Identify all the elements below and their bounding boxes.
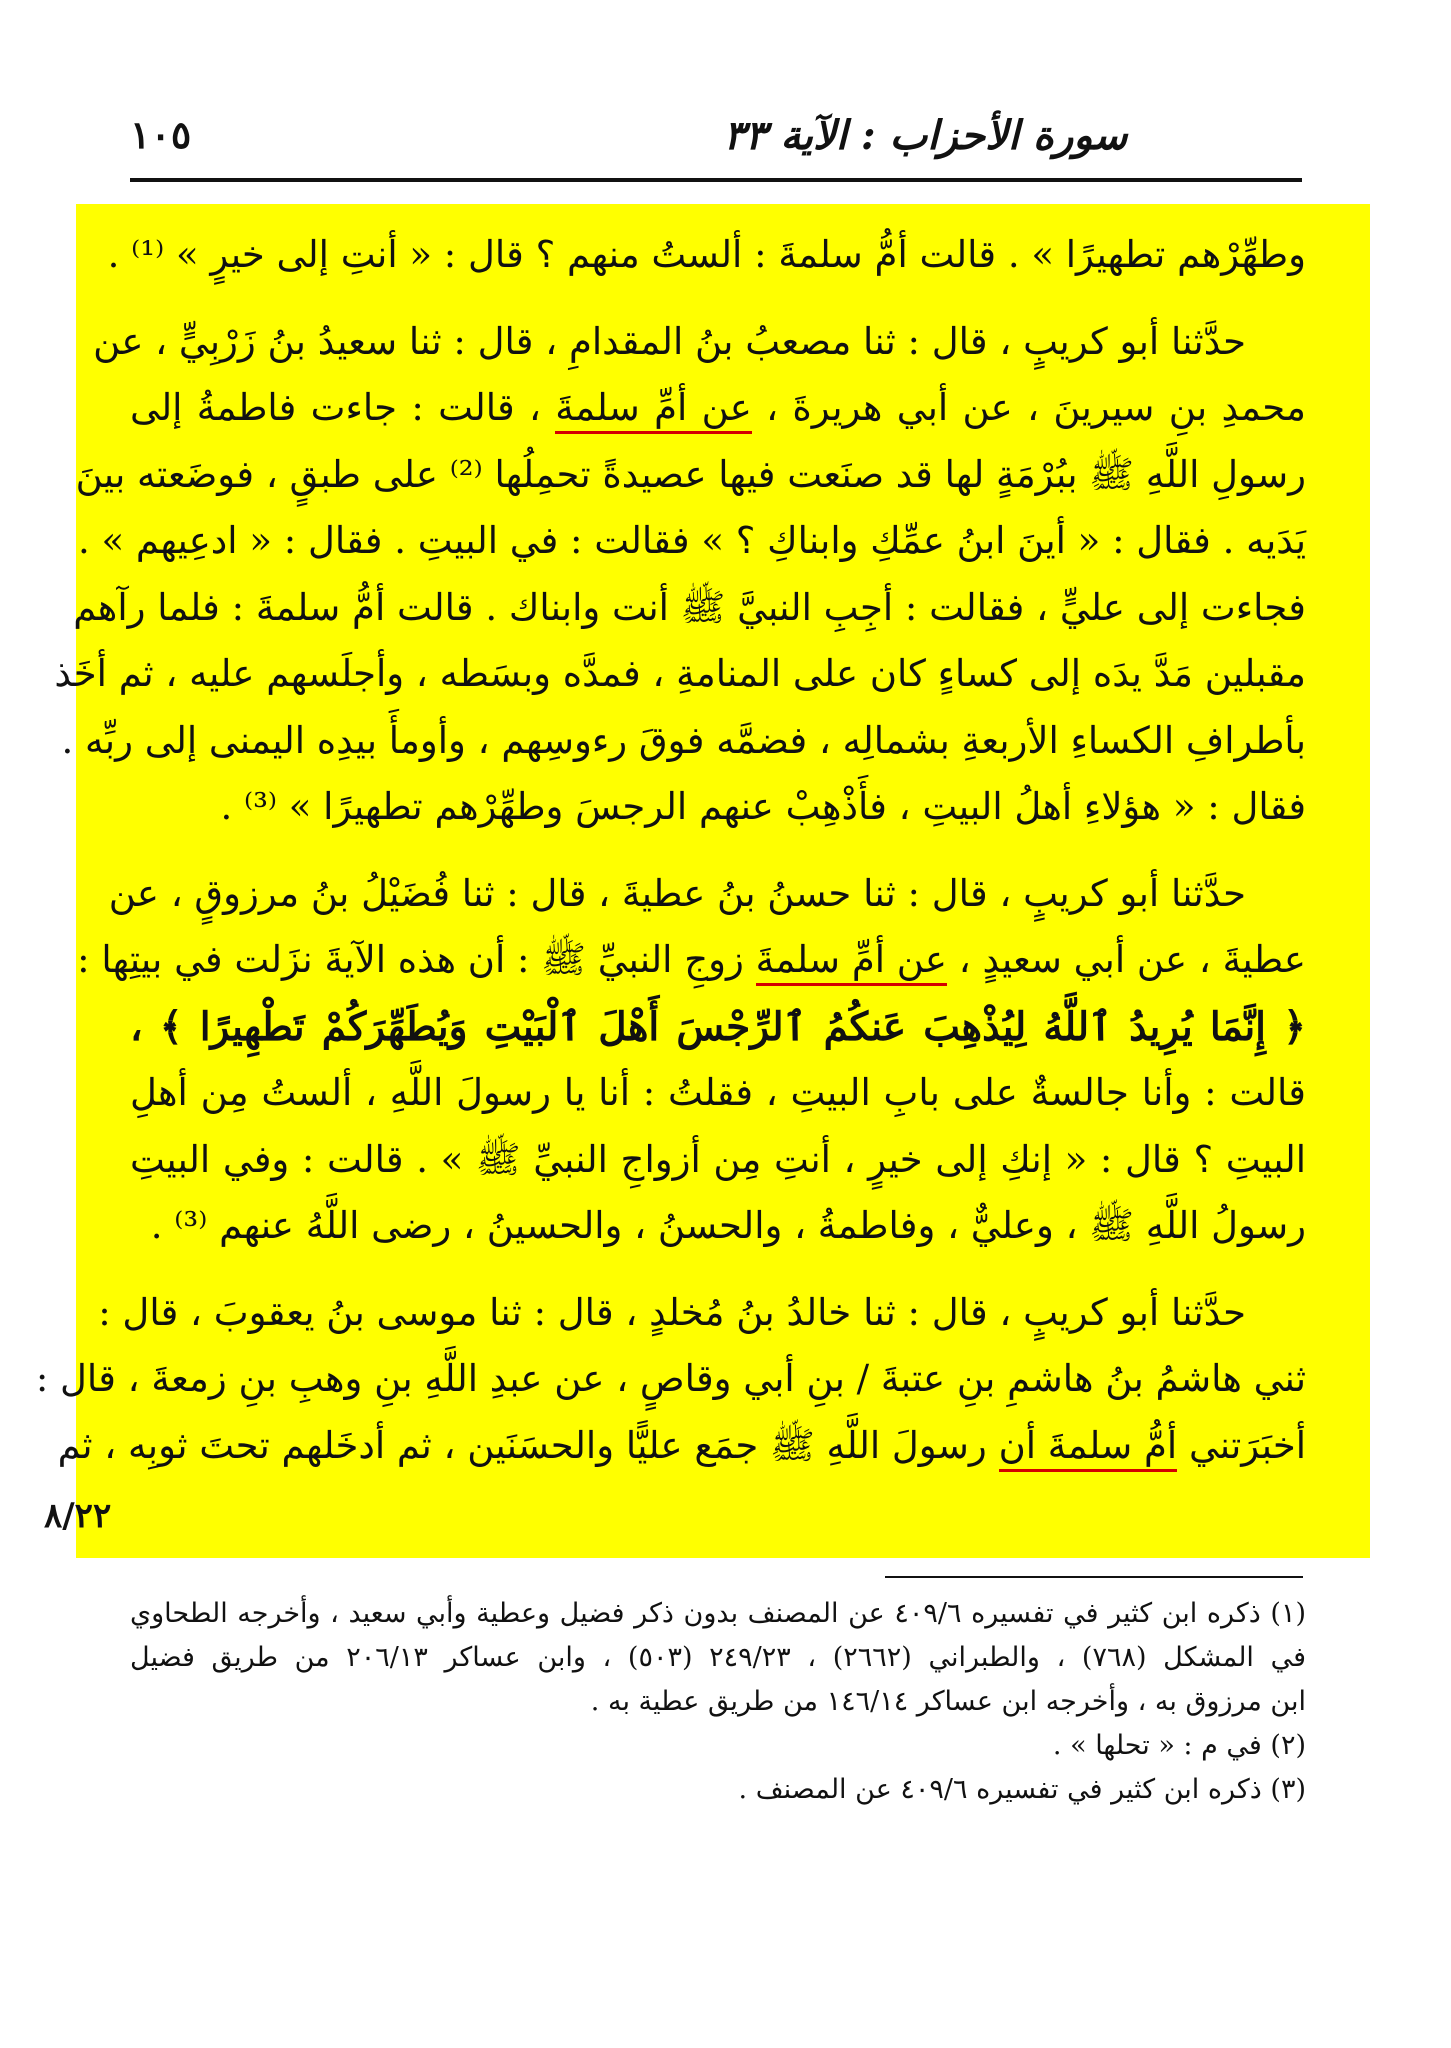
text-line: رسولُ اللَّهِ ﷺ ، وعليٌّ ، وفاطمةُ ، والحسنُ ، والحسينُ ، رضى اللَّهُ عنهم ⁽³⁾ . <box>150 1204 1306 1247</box>
text-line: فقال : « هؤلاءِ أهلُ البيتِ ، فأَذْهِبْ عنهم الرجسَ وطهِّرْهم تطهيرًا » ⁽³⁾ . <box>220 785 1306 828</box>
page-number: ١٠٥ <box>130 112 192 157</box>
margin-volume-page-note: ٨/٢٢ <box>44 1496 112 1536</box>
footnote-line: ابن مرزوق به ، وأخرجه ابن عساكر ١٤٦/١٤ من طريق عطية به . <box>590 1686 1306 1717</box>
quran-verse-line: ﴿ إِنَّمَا يُرِيدُ ٱللَّهُ لِيُذْهِبَ عَنكُمُ ٱلرِّجْسَ أَهْلَ ٱلْبَيْتِ وَيُطَهِّرَكُمْ تَطْهِيرًا ﴾ ، <box>130 1003 1306 1050</box>
paragraph <box>77 861 1306 1260</box>
text-line: رسولِ اللَّهِ ﷺ ببُرْمَةٍ لها قد صنَعت فيها عصيدةً تحمِلُها ⁽²⁾ على طبقٍ ، فوضَعته بينَ <box>75 452 1306 496</box>
underlined-name: عن أمِّ سلمةَ <box>555 386 752 434</box>
paragraph <box>54 309 1306 841</box>
paragraph <box>107 222 1306 289</box>
text-line: يَدَيه . فقال : « أينَ ابنُ عمِّكِ وابناكِ ؟ » فقالت : في البيتِ . فقال : « ادعِيهم » . <box>77 519 1306 562</box>
text-line: بأطرافِ الكساءِ الأربعةِ بشمالِه ، فضمَّه فوقَ رءوسِهم ، وأومأَ بيدِه اليمنى إلى ربِّه . <box>61 718 1306 762</box>
main-text <box>35 222 1306 1479</box>
footnote-line: (١) ذكره ابن كثير في تفسيره ٤٠٩/٦ عن المصنف بدون ذكر فضيل وعطية وأبي سعيد ، وأخرجه الطحاوي <box>130 1598 1306 1629</box>
footnotes <box>130 1592 1306 1812</box>
text-line: ثني هاشمُ بنُ هاشمِ بنِ عتبةَ / بنِ أبي وقاصٍ ، عن عبدِ اللَّهِ بنِ وهبِ بنِ زمعةَ ، قال : <box>35 1357 1306 1400</box>
text-line: أخبَرَتني أمُّ سلمةَ أن رسولَ اللَّهِ ﷺ جمَع عليًّا والحسَنَين ، ثم أدخَلهم تحتَ ثوبِه ، ثم <box>130 1413 1306 1480</box>
footnote-line: في المشكل (٧٦٨) ، والطبراني (٢٦٦٢) ، ٢٤٩/٢٣ (٥٠٣) ، وابن عساكر ٢٠٦/١٣ من طريق فضيل <box>130 1642 1306 1673</box>
text-line: حدَّثنا أبو كريبٍ ، قال : ثنا مصعبُ بنُ المقدامِ ، قال : ثنا سعيدُ بنُ زَرْبِيٍّ ، عن <box>93 319 1246 363</box>
underlined-name: عن أمِّ سلمةَ <box>756 938 947 986</box>
text-line: قالت : وأنا جالسةٌ على بابِ البيتِ ، فقلتُ : أنا يا رسولَ اللَّهِ ، ألستُ مِن أهلِ <box>130 1071 1306 1114</box>
text-line: حدَّثنا أبو كريبٍ ، قال : ثنا خالدُ بنُ مُخلدٍ ، قال : ثنا موسى بنُ يعقوبَ ، قال : <box>98 1290 1246 1334</box>
text-line: وطهِّرْهم تطهيرًا » . قالت أمُّ سلمةَ : ألستُ منهم ؟ قال : « أنتِ إلى خيرٍ » ⁽¹⁾ . <box>107 233 1306 276</box>
footnote-rule <box>885 1576 1303 1578</box>
running-title: سورة الأحزاب : الآية ٣٣ <box>723 112 1128 159</box>
text-line: عطيةَ ، عن أبي سعيدٍ ، عن أمِّ سلمةَ زوجِ النبيِّ ﷺ : أن هذه الآيةَ نزَلت في بيتِها : <box>130 927 1306 994</box>
underlined-name: أمُّ سلمةَ أن <box>999 1424 1178 1472</box>
text-line: محمدِ بنِ سيرينَ ، عن أبي هريرةَ ، عن أمِّ سلمةَ ، قالت : جاءت فاطمةُ إلى <box>130 375 1306 442</box>
paragraph <box>35 1280 1306 1480</box>
header-rule <box>130 178 1302 182</box>
text-line: البيتِ ؟ قال : « إنكِ إلى خيرٍ ، أنتِ مِن أزواجِ النبيِّ ﷺ » . قالت : وفي البيتِ <box>130 1137 1306 1181</box>
footnote-line: (٢) في م : « تحلها » . <box>1052 1730 1306 1761</box>
footnote-line: (٣) ذكره ابن كثير في تفسيره ٤٠٩/٦ عن المصنف . <box>738 1774 1306 1805</box>
page-header <box>130 112 1301 172</box>
text-line: حدَّثنا أبو كريبٍ ، قال : ثنا حسنُ بنُ عطيةَ ، قال : ثنا فُضَيْلُ بنُ مرزوقٍ ، عن <box>108 871 1246 915</box>
text-line: مقبلين مَدَّ يدَه إلى كساءٍ كان على المنامةِ ، فمدَّه وبسَطه ، وأجلَسهم عليه ، ثم أخَذ <box>54 652 1306 695</box>
text-line: فجاءت إلى عليٍّ ، فقالت : أجِبِ النبيَّ ﷺ أنت وابناك . قالت أمُّ سلمةَ : فلما رآهم <box>73 585 1306 629</box>
